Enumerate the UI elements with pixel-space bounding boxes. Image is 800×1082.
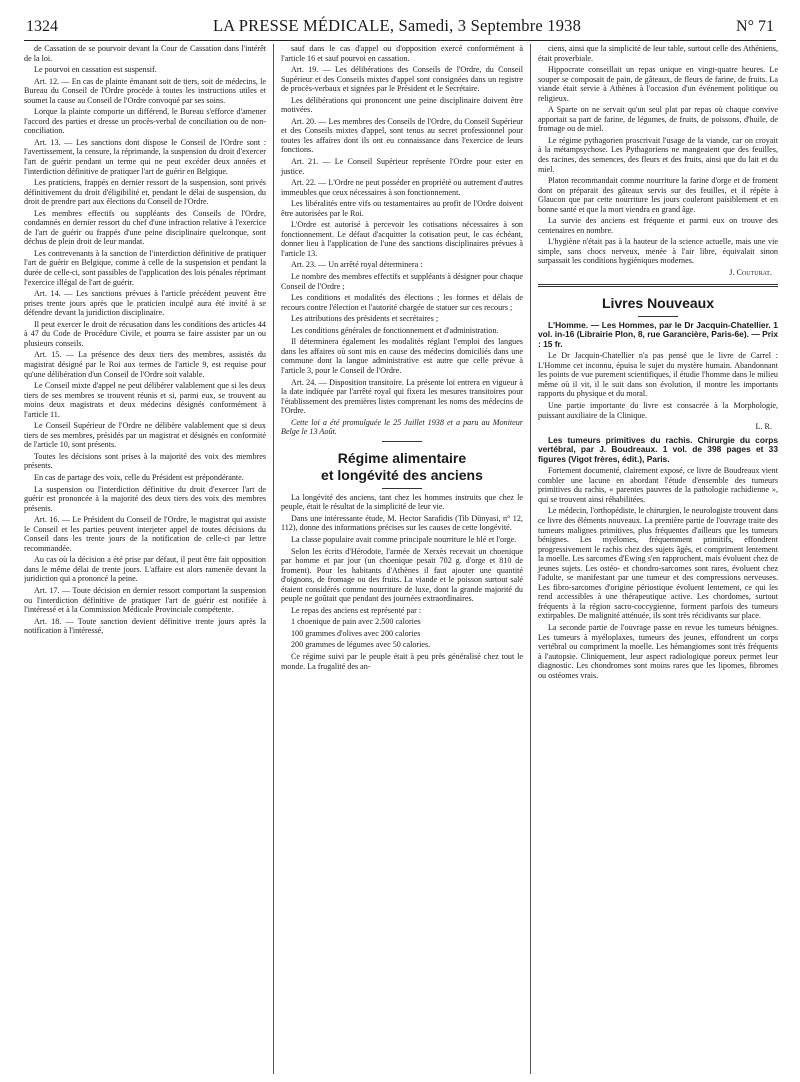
livres-title: Livres Nouveaux	[601, 294, 714, 311]
page-number: 1324	[26, 18, 58, 35]
law-paragraph: de Cassation de se pourvoir devant la Cour de Cassation dans l'intérêt de la loi.	[24, 44, 266, 63]
diet-item: 100 grammes d'olives avec 200 calories	[290, 628, 421, 638]
regime-paragraph: Selon les écrits d'Hérodote, l'armée de Xerxès recevait un choenique par homme et par jour (un choenique pesait 702 g. d'orge et 810 de froment). Pour les habitants d'Athènes il faut ajouter une quantité d'oignons, de fromage ou des fruits. La viande et le poisson surtout salé étaient considérés comme nourriture de luxe, dont la grande majorité du peuple ne goûtait que pendant des journées extraordinaires.	[280, 546, 523, 604]
section-rule	[538, 284, 778, 287]
law-paragraph: La suspension ou l'interdiction définitive du droit d'exercer l'art de guérir est prononcée à la majorité des deux tiers des voix des membres présents.	[24, 484, 266, 513]
review-paragraph: Le Dr Jacquin-Chatellier n'a pas pensé que le livre de Carrel : L'Homme cet inconnu, épuisa le sujet du mystère humain. Abandonnant les points de vue purement scientifiques, il étudie l'homme dans le milieu même où il vit, il le suit dans son évolution, il montre les importants rapports du physique et du moral.	[537, 351, 778, 399]
author-signature: J. Couturat.	[729, 268, 772, 278]
title-underline	[382, 488, 422, 489]
law-paragraph: Le nombre des membres effectifs et suppléants à désigner pour chaque Conseil de l'Ordre ;	[280, 272, 523, 291]
law-paragraph: En cas de partage des voix, celle du Président est prépondérante.	[34, 472, 244, 482]
law-paragraph: Art. 23. — Un arrêté royal déterminera :	[290, 260, 423, 270]
law-paragraph: Art. 21. — Le Conseil Supérieur représente l'Ordre pour ester en justice.	[280, 157, 523, 176]
law-paragraph: Art. 19. — Les délibérations des Conseils de l'Ordre, du Conseil Supérieur et des Conseils mixtes d'appel sont consignées dans un registre de procès-verbaux et signées par le Président et le Secrétaire.	[280, 65, 523, 94]
law-paragraph: Il peut exercer le droit de récusation dans les conditions des articles 44 à 47 du Code de Procédure Civile, et pourra se faire assister par un ou plusieurs conseils.	[24, 319, 266, 348]
review-signature: L. R.	[755, 422, 772, 432]
column-3	[530, 44, 778, 1074]
law-paragraph: Le Conseil Supérieur de l'Ordre ne délibère valablement que si deux tiers de ses membres, présidés par un magistrat et désignés en conformité de l'article 10, sont présents.	[24, 421, 266, 450]
regime-paragraph: ciens, ainsi que la simplicité de leur table, surtout celle des Athéniens, était proverbiale.	[537, 44, 778, 63]
diet-item: 1 choenique de pain avec 2.500 calories	[290, 617, 421, 627]
column-2	[273, 44, 530, 1074]
article-columns	[24, 44, 778, 1074]
law-paragraph: Le Conseil mixte d'appel ne peut délibérer valablement que si les deux tiers de ses membres se trouvent réunis et si, parmi eux, se trouvent au moins deux magistrats et deux médecins désignés conformément à l'article 11.	[24, 381, 266, 419]
law-paragraph: Il déterminera également les modalités réglant l'emploi des langues dans les affaires où sont mis en cause des médecins domiciliés dans une commune dont la langue administrative est autre que celle prévue à l'article 3, pour le Conseil de l'Ordre.	[280, 337, 523, 375]
promulgation-note: Cette loi a été promulguée le 25 Juillet 1938 et a paru au Moniteur Belge le 13 Août.	[280, 417, 523, 437]
title-underline	[638, 316, 678, 317]
regime-paragraph: Le régime pythagorien proscrivait l'usage de la viande, car on croyait à la métampsychose. Les Pythagoriens ne mangeaient que des feuilles, des racines, des semences, des fleurs et des fruits, ainsi que du lait et du miel.	[537, 135, 778, 174]
diet-item: 200 grammes de légumes avec 50 calories.	[290, 640, 431, 650]
law-paragraph: Les contrevenants à la sanction de l'interdiction définitive de pratiquer l'art de guérir en Belgique, comme à celle de la suspension et pendant la durée de celle-ci, sont passibles de l'application des lois pénales réprimant l'exercice illégal de l'art de guérir.	[24, 248, 266, 287]
law-paragraph: Art. 17. — Toute décision en dernier ressort comportant la suspension ou l'interdiction définitive de pratiquer l'art de guérir est notifiée à l'intéressé et à la Commission Médicale Provinciale compétente.	[24, 585, 266, 615]
law-paragraph: Toutes les décisions sont prises à la majorité des voix des membres présents.	[24, 451, 266, 471]
law-paragraph: Les praticiens, frappés en dernier ressort de la suspension, sont privés définitivement du droit d'éligibilité et, pendant le délai de suspension, du droit de prendre part aux élections du Conseil de l'Ordre.	[24, 178, 266, 207]
law-paragraph: L'Ordre est autorisé à percevoir les cotisations nécessaires à son fonctionnement. Le défaut d'acquitter la cotisation peut, le cas échéant, donner lieu à l'application de l'une des sanctions disciplinaires prévues à l'article 13.	[280, 220, 523, 258]
review-paragraph: La seconde partie de l'ouvrage passe en revue les tumeurs bénignes. Les tumeurs à myéloplaxes, tumeurs des jeunes, effondrent un corps vertébral ou compriment la moelle. Les hémangiomes sont très fréquents à l'autopsie. Cliniquement, leur aspect radiologique poreux permet leur diagnostic. Les chondromes sont moins rares que les lipomes, fibromes ou ostéomes vrais.	[537, 622, 778, 680]
journal-title: LA PRESSE MÉDICALE, Samedi, 3 Septembre 1938	[212, 16, 582, 35]
law-paragraph: Art. 22. — L'Ordre ne peut posséder en propriété ou autrement d'autres immeubles que ceux nécessaires à son fonctionnement.	[280, 178, 523, 197]
book-title: Les tumeurs primitives du rachis. Chirurgie du corps vertébral, par J. Boudreaux. 1 vol. de 398 pages et 33 figures (Vigot frères, édit.), Paris.	[537, 434, 778, 464]
column-1	[24, 44, 273, 1074]
law-paragraph: Les membres effectifs ou suppléants des Conseils de l'Ordre, condamnés en dernier ressort du chef d'une infraction relative à l'exercice de l'art de guérir ou frappés d'une peine disciplinaire quelconque, sont déchus de plein droit de leur mandat.	[24, 208, 266, 247]
law-paragraph: Les conditions générales de fonctionnement et d'administration.	[290, 325, 499, 335]
law-paragraph: Les délibérations qui prononcent une peine disciplinaire doivent être motivées.	[280, 95, 523, 115]
issue-number: N° 71	[736, 18, 774, 35]
law-paragraph: Art. 16. — Le Président du Conseil de l'Ordre, le magistrat qui assiste le Conseil et les parties peuvent interjeter appel de toutes décisions du Conseil dans les trente jours de la notification de celle-ci par lettre recommandée.	[24, 515, 266, 553]
header-rule	[24, 40, 776, 41]
law-paragraph: Art. 14. — Les sanctions prévues à l'article précédent peuvent être prises trente jours après que le praticien inculpé aura été invité à se défendre devant la juridiction disciplinaire.	[24, 289, 266, 318]
regime-title	[281, 450, 523, 484]
regime-paragraph: La classe populaire avait comme principale nourriture le blé et l'orge.	[290, 534, 517, 544]
law-paragraph: Art. 18. — Toute sanction devient définitive trente jours après la notification à l'intéressé,	[24, 616, 266, 636]
review-paragraph: Le médecin, l'orthopédiste, le chirurgien, le neurologiste trouvent dans ce livre des éléments nouveaux. La première partie de l'ouvrage traite des tumeurs malignes primitives, plus fréquentes d'ailleurs que les tumeurs bénignes. Les myélomes, fréquemment primitifs, effondrent progressivement le rachis chez des sujets âgés, et compriment lentement la moelle. Les sarcomes d'Ewing s'en rapprochent, mais évoluent chez de jeunes sujets. Les ostéo- et chondro-sarcomes sont rares, évoluent chez l'adulte, se manifestant par une tumeur et des compressions nerveuses. Les fibro-sarcomes d'origine périostique évoluent lentement, ce qui les rend accessibles à une thérapeutique active. Les chordomes, surtout fréquents à la région sacro-coccygienne, forment parfois des tumeurs extirpables. De malignité atténuée, ils sont très récidivants sur place.	[537, 506, 778, 621]
regime-paragraph: Platon recommandait comme nourriture la farine d'orge et de froment dont on préparait des gâteaux servis sur des feuilles, et il répète à Glaucon que par cette nourriture les jours couleront paisiblement et en bonne santé et que la mort viendra en grand âge.	[537, 176, 778, 214]
regime-paragraph: Ce régime suivi par le peuple était à peu près généralisé chez tout le monde. La frugalité des an-	[280, 651, 523, 671]
regime-title-line2: et longévité des anciens	[321, 466, 483, 483]
law-paragraph: sauf dans le cas d'appel ou d'opposition exercé conformément à l'article 16 et sauf pourvoi en cassation.	[280, 44, 523, 63]
regime-paragraph: La survie des anciens est fréquente et parmi eux on trouve des centenaires en nombre.	[537, 216, 778, 235]
law-paragraph: Art. 15. — La présence des deux tiers des membres, assistés du magistrat désigné par le Roi aux termes de l'article 9, est requise pour qu'une délibération d'un Conseil de l'Ordre soit valable.	[24, 350, 266, 379]
law-paragraph: Au cas où la décision a été prise par défaut, il peut être fait opposition dans le même délai de trente jours. L'affaire est alors ramenée devant la juridiction qui a prononcé la peine.	[24, 555, 266, 584]
regime-paragraph: A Sparte on ne servait qu'un seul plat par repas où chaque convive apportait sa part de farine, de légumes, de fruits, de poissons, d'huile, de fromage ou de miel.	[537, 105, 778, 134]
law-paragraph: Lorque la plainte comporte un différend, le Bureau s'efforce d'amener l'accord des parties et dresse un procès-verbal de conciliation ou de non-conciliation.	[24, 107, 266, 136]
law-paragraph: Les libéralités entre vifs ou testamentaires au profit de l'Ordre doivent être autorisées par le Roi.	[280, 199, 523, 218]
page-header	[26, 10, 774, 36]
law-paragraph: Art. 12. — En cas de plainte émanant soit de tiers, soit de médecins, le Bureau du Conseil de l'Ordre procède à toutes les instructions utiles et soumet la cause au Conseil de l'Ordre convoqué par ses soins.	[24, 76, 266, 105]
regime-title-line1: Régime alimentaire	[337, 449, 467, 466]
law-paragraph: Le pourvoi en cassation est suspensif.	[34, 65, 157, 75]
regime-paragraph: Dans une intéressante étude, M. Hector Sarafidis (Tib Dünyasi, n° 12, 112), donne des informations précises sur les causes de cette longévité.	[280, 513, 523, 533]
regime-paragraph: Hippocrate conseillait un repas unique en vingt-quatre heures. Le souper se composait de pain, de gâteaux, de fleurs de farine, de fruits. La viande était servie à Athènes à l'occasion d'un événement politique ou religieux.	[537, 65, 778, 103]
regime-paragraph: La longévité des anciens, tant chez les hommes instruits que chez le peuple, était le résultat de la simplicité de leur vie.	[280, 492, 523, 512]
section-divider	[382, 441, 422, 442]
law-paragraph: Les attributions des présidents et secrétaires ;	[290, 314, 439, 324]
review-paragraph: Une partie importante du livre est consacrée à la Morphologie, puissant auxiliaire de la Clinique.	[537, 400, 778, 420]
law-paragraph: Art. 20. — Les membres des Conseils de l'Ordre, du Conseil Supérieur et des Conseils mixtes d'appel, sont tenus au secret professionnel pour toutes les affaires dont ils ont eu connaissance dans l'exercice de leurs fonctions.	[280, 116, 523, 155]
review-paragraph: Fortement documenté, clairement exposé, ce livre de Boudreaux vient combler une lacune en abordant l'étude d'ensemble des tumeurs primitives du rachis, « parentes pauvres de la pathologie rachidienne », qui se trouvent ainsi réhabilitées.	[537, 466, 778, 504]
law-paragraph: Art. 24. — Disposition transitoire. La présente loi entrera en vigueur à la date indiquée par l'arrêté royal qui fixera les mesures transitoires pour l'établissement des premières listes comprenant les noms des médecins de l'Ordre.	[280, 377, 523, 416]
regime-paragraph: Le repas des anciens est représenté par :	[290, 605, 422, 615]
regime-paragraph: L'hygiène n'était pas à la hauteur de la science actuelle, mais une vie simple, sans chocs nerveux, menée à l'air libre, équivalait sinon surpassait les conditions hygiéniques modernes.	[537, 237, 778, 266]
law-paragraph: Les conditions et modalités des élections ; les formes et délais de recours contre l'élection et l'autorité chargée de statuer sur ces recours ;	[280, 293, 523, 312]
law-paragraph: Art. 13. — Les sanctions dont dispose le Conseil de l'Ordre sont : l'avertissement, la censure, la réprimande, la suspension du droit d'exercer l'art de guérir pendant un terme qui ne peut excéder deux années et l'interdiction définitive de pratiquer l'art de guérir en Belgique.	[24, 137, 266, 176]
book-title: L'Homme. — Les Hommes, par le Dr Jacquin-Chatellier. 1 vol. in-16 (Librairie Plon, 8, rue Garancière, Paris-6e). — Prix : 15 fr.	[537, 319, 778, 349]
